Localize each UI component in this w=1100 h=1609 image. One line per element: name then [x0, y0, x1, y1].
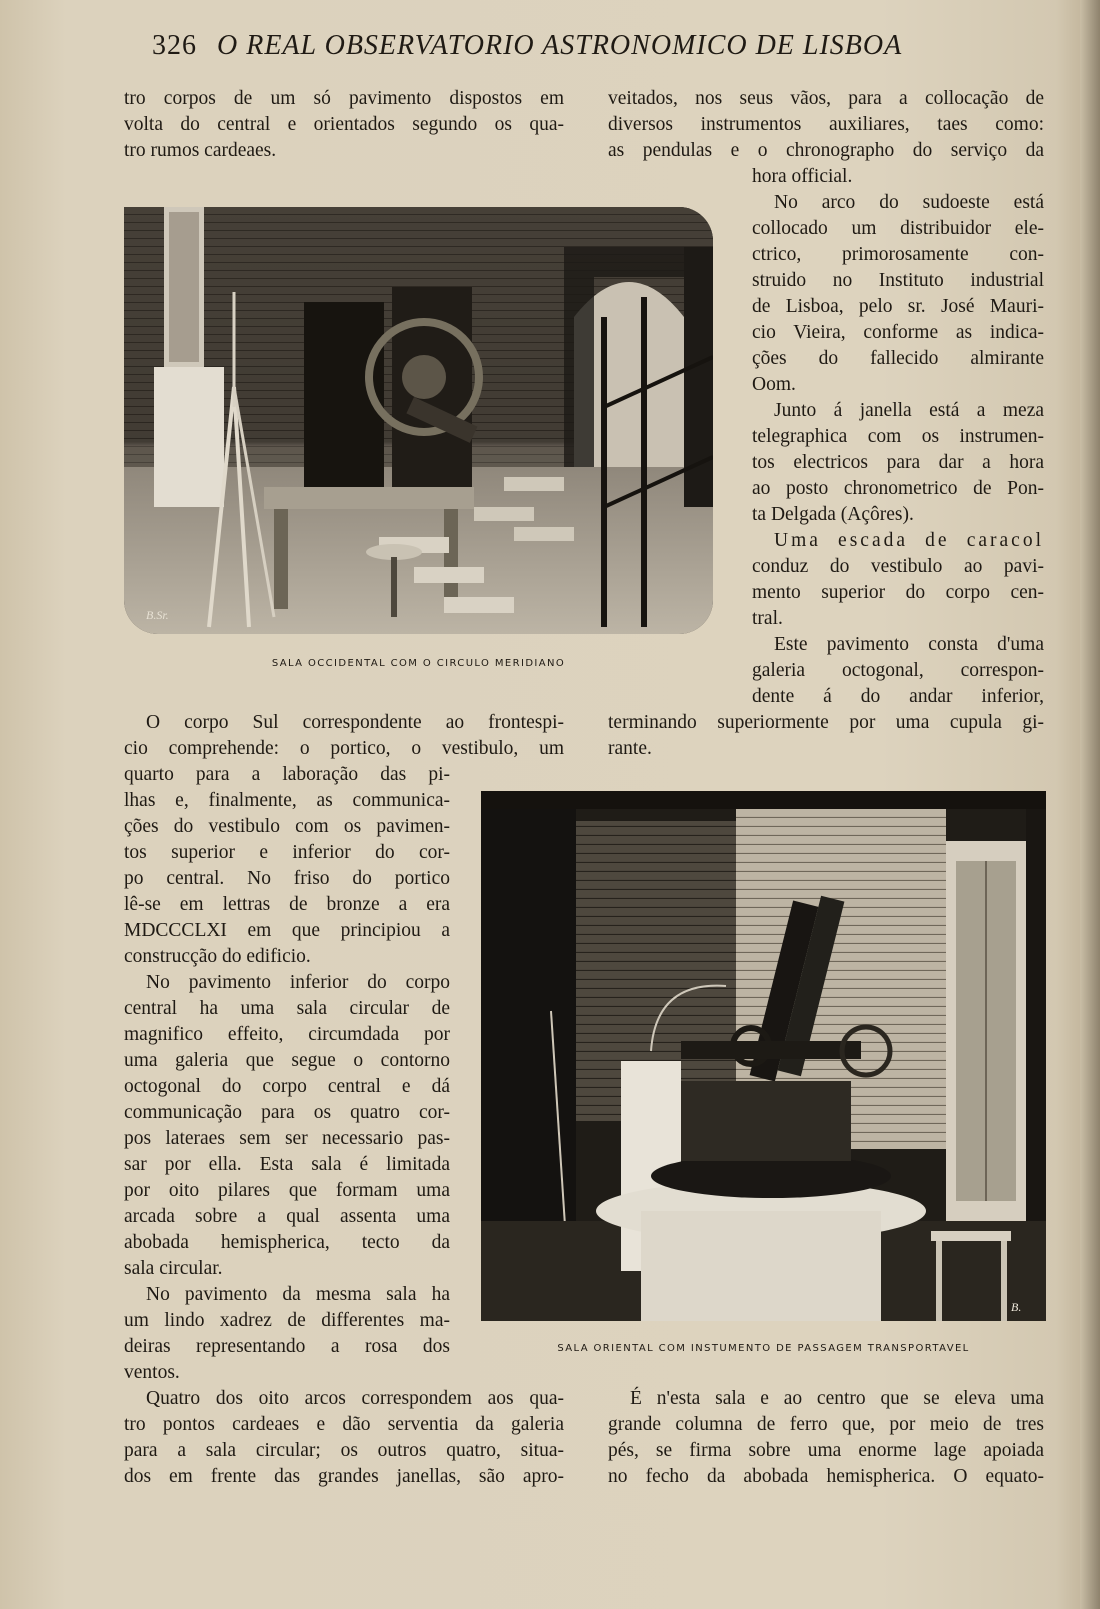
text-line: O corpo Sul correspondente ao frontespi-: [146, 712, 564, 733]
page-number: 326: [152, 30, 197, 61]
text-block-bottom-right: [608, 1386, 1044, 1490]
text-line: um lindo xadrez de differentes ma-: [124, 1310, 450, 1331]
text-line: ventos.: [124, 1362, 180, 1383]
running-header: [152, 30, 958, 70]
text-line: Este pavimento consta d'uma: [774, 634, 1044, 655]
text-line: Junto á janella está a meza: [774, 400, 1044, 421]
text-block-right-narrow: [752, 164, 1044, 710]
text-line: tos superior e inferior do cor-: [124, 842, 450, 863]
text-line: communicação para os quatro cor-: [124, 1102, 450, 1123]
text-line: volta do central e orientados segundo os qua-: [124, 114, 564, 135]
text-line: abobada hemispherica, tecto da: [124, 1232, 450, 1253]
text-block-left-narrow: [124, 762, 450, 1386]
text-line: as pendulas e o chronographo do serviço da: [608, 140, 1044, 161]
text-block-left-full: [124, 710, 564, 762]
text-line: telegraphica com os instrumen-: [752, 426, 1044, 447]
text-line: No pavimento inferior do corpo: [146, 972, 450, 993]
text-block-top-left: [124, 86, 564, 164]
figure-signature: B.: [1011, 1300, 1022, 1314]
text-line: quarto para a laboração das pi-: [124, 764, 450, 785]
text-block-right-full: [608, 710, 1044, 762]
text-line: cio Vieira, conforme as indica-: [752, 322, 1044, 343]
figure-caption-meridian-circle: SALA OCCIDENTAL COM O CIRCULO MERIDIANO: [271, 658, 566, 669]
text-line: Quatro dos oito arcos correspondem aos qua-: [146, 1388, 564, 1409]
text-line: Uma escada de caracol: [774, 530, 1044, 551]
figure-signature: B.Sr.: [146, 608, 169, 622]
text-line: tro rumos cardeaes.: [124, 140, 277, 161]
text-line: por oito pilares que formam uma: [124, 1180, 450, 1201]
text-line: deiras representando a rosa dos: [124, 1336, 450, 1357]
text-line: Oom.: [752, 374, 796, 395]
text-line: sar por ella. Esta sala é limitada: [124, 1154, 450, 1175]
text-line: arcada sobre a qual assenta uma: [124, 1206, 450, 1227]
text-line: uma galeria que segue o contorno: [124, 1050, 450, 1071]
text-line: dente á do andar inferior,: [752, 686, 1044, 707]
text-line: central ha uma sala circular de: [124, 998, 450, 1019]
text-line: magnifico effeito, circumdada por: [124, 1024, 450, 1045]
text-line: no fecho da abobada hemispherica. O equato-: [608, 1466, 1044, 1487]
figure-caption-transit-instrument: SALA ORIENTAL COM INSTUMENTO DE PASSAGEM TRANSPORTAVEL: [557, 1343, 970, 1354]
text-line: galeria octogonal, correspon-: [752, 660, 1044, 681]
text-block-bottom-left: [124, 1386, 564, 1490]
text-line: grande columna de ferro que, por meio de tres: [608, 1414, 1044, 1435]
text-line: lê-se em lettras de bronze a era: [124, 894, 450, 915]
text-line: sala circular.: [124, 1258, 223, 1279]
text-line: mento superior do corpo cen-: [752, 582, 1044, 603]
text-line: de Lisboa, pelo sr. José Mauri-: [752, 296, 1044, 317]
text-line: tro corpos de um só pavimento dispostos em: [124, 88, 564, 109]
text-line: collocado um distribuidor ele-: [752, 218, 1044, 239]
text-line: É n'esta sala e ao centro que se eleva uma: [630, 1388, 1044, 1409]
text-line: ções do fallecido almirante: [752, 348, 1044, 369]
text-line: ao posto chronometrico de Pon-: [752, 478, 1044, 499]
text-line: ções do vestibulo com os pavimen-: [124, 816, 450, 837]
page-edge: [1080, 0, 1100, 1609]
text-line: tos electricos para dar a hora: [752, 452, 1044, 473]
figure-photo-transit-instrument: [481, 791, 1046, 1321]
running-title: O REAL OBSERVATORIO ASTRONOMICO DE LISBOA: [217, 30, 903, 61]
text-line: ctrico, primorosamente con-: [752, 244, 1044, 265]
text-line: cio comprehende: o portico, o vestibulo, um: [124, 738, 564, 759]
text-line: terminando superiormente por uma cupula gi-: [608, 712, 1044, 733]
text-line: MDCCCLXI em que principiou a: [124, 920, 450, 941]
text-line: struido no Instituto industrial: [752, 270, 1044, 291]
text-line: dos em frente das grandes janellas, são apro-: [124, 1466, 564, 1487]
text-line: hora official.: [752, 166, 853, 187]
text-line: No pavimento da mesma sala ha: [146, 1284, 450, 1305]
text-line: construcção do edificio.: [124, 946, 311, 967]
text-line: tral.: [752, 608, 783, 629]
text-line: para a sala circular; os outros quatro, situa-: [124, 1440, 564, 1461]
text-line: conduz do vestibulo ao pavi-: [752, 556, 1044, 577]
text-line: pés, se firma sobre uma enorme lage apoiada: [608, 1440, 1044, 1461]
text-line: pos lateraes sem ser necessario pas-: [124, 1128, 450, 1149]
text-line: rante.: [608, 738, 652, 759]
text-line: veitados, nos seus vãos, para a collocação de: [608, 88, 1044, 109]
text-block-top-right: [608, 86, 1044, 164]
text-line: lhas e, finalmente, as communica-: [124, 790, 450, 811]
text-line: No arco do sudoeste está: [774, 192, 1044, 213]
text-line: po central. No friso do portico: [124, 868, 450, 889]
text-line: diversos instrumentos auxiliares, taes como:: [608, 114, 1044, 135]
text-line: tro pontos cardeaes e dão serventia da galeria: [124, 1414, 564, 1435]
figure-photo-meridian-circle: [124, 207, 713, 634]
text-line: ta Delgada (Açôres).: [752, 504, 914, 525]
text-line: octogonal do corpo central e dá: [124, 1076, 450, 1097]
